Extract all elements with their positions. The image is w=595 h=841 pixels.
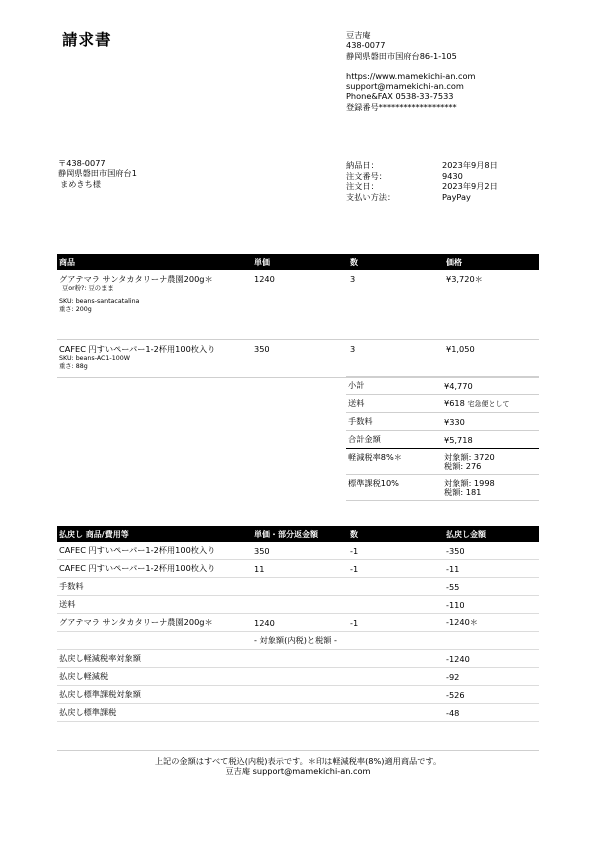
- shop-info: [346, 30, 476, 112]
- tax-amount: 税額: 276: [444, 461, 482, 471]
- footer: [57, 756, 539, 777]
- item-price: ¥3,720＊: [444, 270, 539, 339]
- totals-reduced-tax: [346, 449, 539, 475]
- totals-fee: [346, 413, 539, 431]
- footer-contact: 豆吉庵 support@mamekichi-an.com: [225, 766, 371, 777]
- shop-phone: Phone&FAX 0538-33-7533: [346, 91, 454, 102]
- meta-payment-method: [346, 192, 498, 203]
- refund-qty: -1: [348, 614, 444, 632]
- col-unit-price: 単価: [252, 254, 348, 270]
- refund-unit: 11: [252, 560, 348, 578]
- customer-postal: 〒438-0077: [58, 158, 106, 168]
- shop-url: https://www.mamekichi-an.com: [346, 70, 476, 81]
- order-meta: [346, 160, 498, 202]
- item-option: 豆or粉?: 豆のまま: [62, 285, 114, 292]
- shop-address: 静岡県磐田市国府台86-1-105: [346, 50, 457, 61]
- totals-value: ¥5,718: [442, 431, 539, 449]
- customer-info: [58, 158, 137, 189]
- refund-amount: -1240＊: [444, 614, 539, 632]
- refund-qty: -1: [348, 560, 444, 578]
- table-row: [57, 542, 539, 560]
- refund-tax-name: 払戻し標準課税: [57, 704, 252, 722]
- item-qty: 3: [348, 270, 444, 339]
- refund-amount: -55: [444, 578, 539, 596]
- table-row: [57, 614, 539, 632]
- item-sku: SKU: beans-AC1-100W: [59, 354, 130, 362]
- refund-qty: -1: [348, 542, 444, 560]
- table-row: [57, 560, 539, 578]
- footer-note: 上記の金額はすべて税込(内税)表示です。＊印は軽減税率(8%)適用商品です。: [154, 756, 442, 766]
- refund-tax-name: 払戻し軽減税: [57, 668, 252, 686]
- refund-name: 手数料: [57, 578, 252, 596]
- totals-shipping: [346, 395, 539, 413]
- shipping-note: 宅急便として: [467, 400, 510, 408]
- shop-registration: 登録番号*******************: [346, 101, 457, 112]
- meta-label: 納品日：: [346, 160, 379, 170]
- meta-order-number: [346, 171, 498, 182]
- refund-amount: -350: [444, 542, 539, 560]
- table-row: [57, 339, 539, 377]
- refund-tax-amount: -526: [444, 686, 539, 704]
- refund-tax-name: 払戻し標準課税対象額: [57, 686, 252, 704]
- item-price: ¥1,050: [444, 339, 539, 377]
- items-header: [57, 254, 539, 270]
- item-qty: 3: [348, 339, 444, 377]
- shop-email: support@mamekichi-an.com: [346, 81, 464, 92]
- item-weight: 重さ: 88g: [59, 362, 88, 370]
- totals-label: 手数料: [346, 413, 442, 431]
- item-weight: 重さ: 200g: [59, 306, 92, 314]
- meta-value: 9430: [442, 170, 463, 181]
- item-unit-price: 1240: [252, 270, 348, 339]
- table-row: [57, 668, 539, 686]
- table-row: [57, 686, 539, 704]
- col-refund-item: 払戻し 商品/費用等: [57, 526, 252, 542]
- totals-label: 標準課税10%: [346, 475, 442, 501]
- totals-standard-tax: [346, 475, 539, 501]
- refund-name: CAFEC 円すいペーパー1-2杯用100枚入り: [57, 560, 252, 578]
- refund-tax-amount: -48: [444, 704, 539, 722]
- refund-table: [57, 526, 539, 722]
- refund-section-label: [57, 632, 539, 650]
- totals-value: ¥618: [444, 398, 465, 408]
- items-table: [57, 254, 539, 378]
- refund-tax-amount: -1240: [444, 650, 539, 668]
- meta-label: 支払い方法：: [346, 191, 396, 202]
- shop-postal: 438-0077: [346, 40, 386, 51]
- tax-base: 対象額: 1998: [444, 478, 495, 488]
- customer-address: 静岡県磐田市国府台1: [58, 168, 137, 179]
- meta-label: 注文日：: [346, 181, 379, 192]
- tax-section-heading: - 対象額(内税)と税額 -: [252, 632, 444, 650]
- shop-name: 豆吉庵: [346, 30, 371, 40]
- refund-tax-name: 払戻し軽減税率対象額: [57, 650, 252, 668]
- totals-value: ¥330: [442, 413, 539, 431]
- refund-header: [57, 526, 539, 542]
- totals-label: 小計: [346, 377, 442, 395]
- meta-label: 注文番号：: [346, 170, 387, 181]
- table-row: [57, 578, 539, 596]
- refund-unit: 350: [252, 542, 348, 560]
- refund-amount: -11: [444, 560, 539, 578]
- col-product: 商品: [57, 254, 252, 270]
- totals-label: 送料: [346, 395, 442, 413]
- col-price: 価格: [444, 254, 539, 270]
- meta-value: 2023年9月2日: [442, 181, 498, 192]
- col-qty: 数: [348, 254, 444, 270]
- totals-label: 軽減税率8%＊: [346, 449, 442, 475]
- refund-unit: [252, 596, 348, 614]
- col-refund-qty: 数: [348, 526, 444, 542]
- table-row: [57, 650, 539, 668]
- refund-amount: -110: [444, 596, 539, 614]
- table-row: [57, 704, 539, 722]
- meta-value: 2023年9月8日: [442, 160, 498, 170]
- refund-qty: [348, 578, 444, 596]
- refund-name: グアテマラ サンタカタリーナ農園200g＊: [57, 614, 252, 632]
- tax-amount: 税額: 181: [444, 487, 482, 497]
- totals-grand-total: [346, 431, 539, 449]
- meta-delivery-date: [346, 160, 498, 171]
- col-refund-unit: 単価・部分返金額: [252, 526, 348, 542]
- table-row: [57, 596, 539, 614]
- refund-unit: 1240: [252, 614, 348, 632]
- invoice-title: 請求書: [62, 31, 112, 49]
- refund-qty: [348, 596, 444, 614]
- totals-subtotal: [346, 377, 539, 395]
- footer-divider: [57, 750, 539, 751]
- totals-table: [346, 376, 539, 501]
- item-name: CAFEC 円すいペーパー1-2杯用100枚入り: [59, 343, 216, 354]
- meta-value: PayPay: [442, 191, 471, 202]
- refund-name: CAFEC 円すいペーパー1-2杯用100枚入り: [57, 542, 252, 560]
- refund-unit: [252, 578, 348, 596]
- refund-name: 送料: [57, 596, 252, 614]
- totals-label: 合計金額: [346, 431, 442, 449]
- item-sku: SKU: beans-santacatalina: [59, 298, 140, 306]
- col-refund-amount: 払戻し金額: [444, 526, 539, 542]
- meta-order-date: [346, 181, 498, 192]
- customer-name: まめきち様: [60, 178, 101, 189]
- tax-base: 対象額: 3720: [444, 452, 495, 462]
- item-unit-price: 350: [252, 339, 348, 377]
- table-row: [57, 270, 539, 339]
- item-name: グアテマラ サンタカタリーナ農園200g＊: [59, 274, 213, 284]
- totals-value: ¥4,770: [442, 377, 539, 395]
- refund-tax-amount: -92: [444, 668, 539, 686]
